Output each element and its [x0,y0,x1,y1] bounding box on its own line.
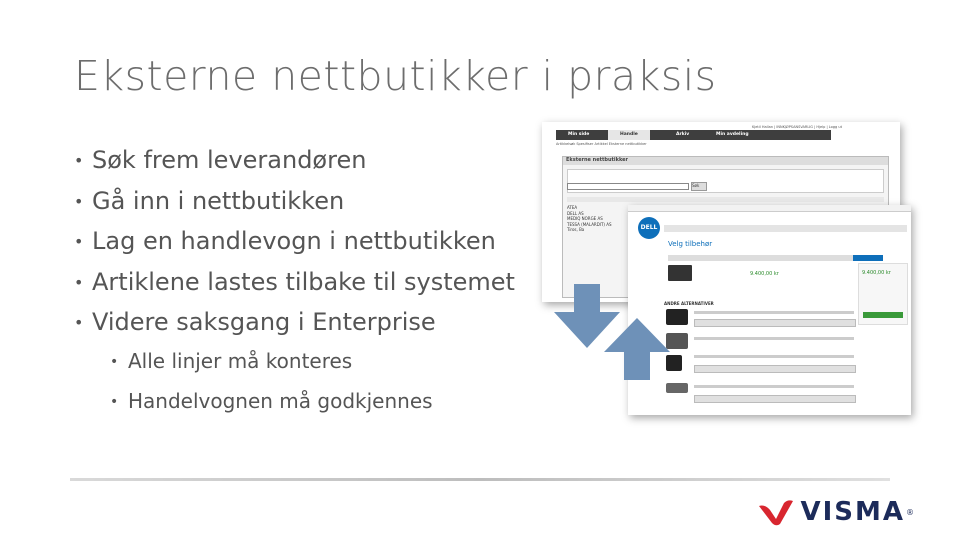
bullet-list [74,144,515,347]
bullet-item [74,306,515,347]
bullet-glyph: • [110,394,119,410]
bullet-item [74,144,515,185]
user-info: Kjetil Hallan | INNKJØPSANSVARLIG | Hjelp | Logg ut [752,125,842,129]
bullet-glyph: • [110,354,119,370]
dell-logo: DELL [638,217,660,239]
sub-bullet-text: Handelvognen må godkjennes [128,389,433,413]
tab-arkiv: Arkiv [676,132,690,137]
search-button-label: Søk [692,183,700,188]
accessory-select [694,395,856,403]
bullet-text: Videre saksgang i Enterprise [92,308,436,336]
progress-steps [668,255,883,261]
sub-bullet-item [110,346,433,386]
bullet-item [74,266,515,307]
list-item: ATEA [567,205,578,210]
tab-min-avdeling: Min avdeling [716,132,749,137]
dell-page-title: Velg tilbehør [668,240,713,248]
visma-logo [758,497,914,527]
accessory-device-image [666,383,688,393]
supplier-search-input [567,183,689,190]
visma-chevron-icon [758,497,794,527]
active-step [853,255,883,261]
section-header: ANDRE ALTERNATIVER [664,301,714,306]
accessory-text [694,385,854,388]
dell-header [628,212,911,222]
tab-min-side: Min side [568,132,590,137]
browser-bar [628,205,911,212]
bullet-glyph: • [74,232,84,251]
bullet-glyph: • [74,151,84,170]
bullet-glyph: • [74,313,84,332]
dell-menu [664,225,907,232]
bullet-text: Søk frem leverandøren [92,146,367,174]
accessory-text [694,337,854,340]
enterprise-subnav: Artikkelsøk Spesifiser Artikkel Eksterne nettbutikker [556,142,647,146]
table-header [567,197,884,202]
list-item: Tiros, Ba [567,227,585,232]
sub-bullet-list [110,346,433,426]
bullet-item [74,185,515,226]
bullet-text: Gå inn i nettbutikken [92,186,345,215]
laptop-image [668,265,692,281]
cart-summary [858,263,908,325]
accessory-text [694,311,854,314]
bullet-glyph: • [74,272,84,292]
arrow-up-icon [604,318,674,380]
bullet-text: Lag en handlevogn i nettbutikken [92,227,496,255]
panel-title: Eksterne nettbutikker [563,157,888,165]
sub-bullet-text: Alle linjer må konteres [128,349,353,373]
list-item: TESSA (MALARDIT) AS [567,221,612,227]
supplier-list [567,205,627,233]
list-item: DELL AS [567,210,584,216]
registered-mark: ® [906,507,914,517]
accessory-select [694,319,856,327]
tab-handle: Handle [608,130,650,140]
search-button [691,182,707,191]
bullet-item [74,225,515,266]
slide-title: Eksterne nettbutikker i praksis [74,52,717,100]
sub-bullet-item [110,386,433,426]
footer-divider [70,478,890,481]
product-price: 9.400,00 kr [750,271,779,277]
continue-button [863,312,903,318]
dell-screenshot [628,205,911,415]
accessory-select [694,365,856,373]
visma-wordmark: VISMA [800,497,905,527]
list-item: MEDIQ NORGE AS [567,216,603,221]
summary-price: 9.400,00 kr [862,270,891,276]
enterprise-tab-bar [556,130,831,140]
bullet-text: Artiklene lastes tilbake til systemet [92,267,515,296]
accessory-text [694,355,854,358]
bullet-glyph: • [74,191,84,211]
